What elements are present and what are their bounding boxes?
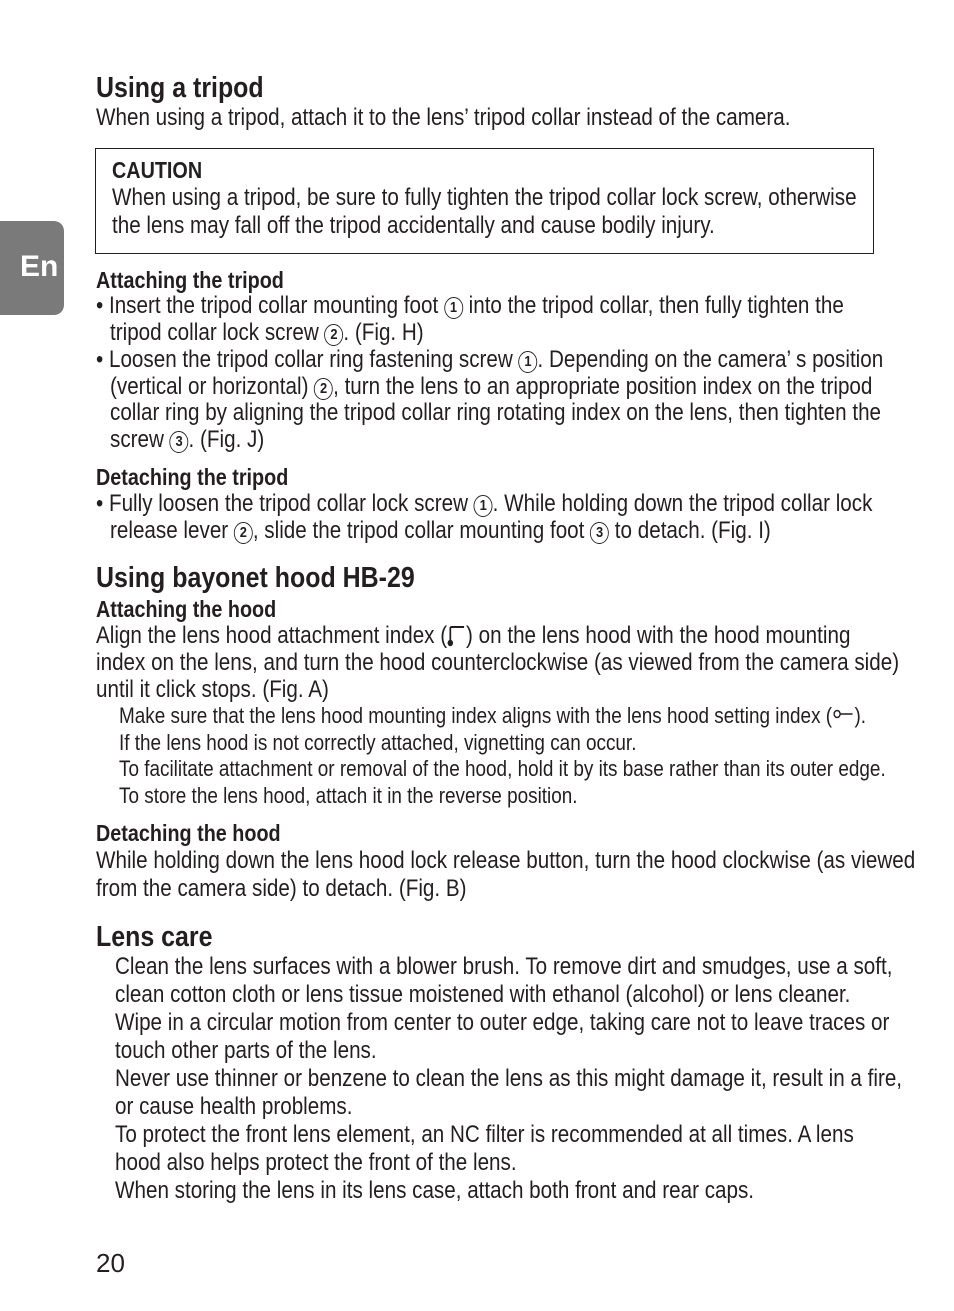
caution-line-1: When using a tripod, be sure to fully tighten the tripod collar lock screw, otherwise bbox=[112, 184, 857, 211]
lens-care-line-3: Wipe in a circular motion from center to outer edge, taking care not to leave traces or bbox=[115, 1009, 890, 1036]
lens-care-line-4: touch other parts of the lens. bbox=[115, 1037, 377, 1064]
callout-number-1: 1 bbox=[474, 495, 493, 517]
lens-care-line-9: When storing the lens in its lens case, attach both front and rear caps. bbox=[115, 1177, 755, 1204]
lens-care-line-7: To protect the front lens element, an NC filter is recommended at all times. A lens bbox=[115, 1121, 854, 1148]
detach-tripod-line-1: • Fully loosen the tripod collar lock screw 1 . While holding down the tripod collar lock bbox=[96, 490, 873, 517]
callout-number-2: 2 bbox=[325, 324, 344, 346]
hood-note-4: To store the lens hood, attach it in the reverse position. bbox=[119, 783, 578, 808]
hood-attachment-index-icon bbox=[447, 623, 466, 647]
lens-care-line-5: Never use thinner or benzene to clean the lens as this might damage it, result in a fire, bbox=[115, 1065, 903, 1092]
hood-note-2: If the lens hood is not correctly attached, vignetting can occur. bbox=[119, 730, 637, 755]
callout-number-3: 3 bbox=[170, 431, 189, 453]
attach-tripod-bullet-2-line-3: collar ring by aligning the tripod collar ring rotating index on the lens, then tighten the bbox=[110, 399, 882, 426]
subheading-attaching-tripod: Attaching the tripod bbox=[96, 267, 284, 293]
detach-hood-line-2: from the camera side) to detach. (Fig. B) bbox=[96, 875, 467, 902]
caution-line-2: the lens may fall off the tripod accidentally and cause bodily injury. bbox=[112, 212, 715, 239]
lens-care-line-8: hood also helps protect the front of the lens. bbox=[115, 1149, 517, 1176]
section-title-tripod: Using a tripod bbox=[96, 72, 264, 104]
subheading-detaching-hood: Detaching the hood bbox=[96, 820, 281, 846]
lens-care-line-6: or cause health problems. bbox=[115, 1093, 353, 1120]
detach-tripod-line-2: release lever 2 , slide the tripod collar mounting foot 3 to detach. (Fig. I) bbox=[110, 517, 771, 544]
attach-tripod-bullet-1-line-1: • Insert the tripod collar mounting foot 1 into the tripod collar, then fully tighten the bbox=[96, 292, 844, 319]
language-tab bbox=[0, 221, 64, 315]
lens-care-line-2: clean cotton cloth or lens tissue moistened with ethanol (alcohol) or lens cleaner. bbox=[115, 981, 851, 1008]
lens-care-line-1: Clean the lens surfaces with a blower brush. To remove dirt and smudges, use a soft, bbox=[115, 953, 893, 980]
caution-title: CAUTION bbox=[112, 157, 203, 183]
hood-setting-index-icon bbox=[832, 707, 854, 721]
callout-number-1: 1 bbox=[444, 297, 463, 319]
attach-tripod-bullet-1-line-2: tripod collar lock screw 2 . (Fig. H) bbox=[110, 319, 424, 346]
callout-number-1: 1 bbox=[519, 351, 538, 373]
attach-tripod-bullet-2-line-1: • Loosen the tripod collar ring fastening screw 1 . Depending on the camera’ s position bbox=[96, 346, 884, 373]
hood-note-3: To facilitate attachment or removal of the hood, hold it by its base rather than its outer edge. bbox=[119, 756, 886, 781]
language-tab-label: En bbox=[20, 250, 59, 283]
attach-tripod-bullet-2-line-4: screw 3 . (Fig. J) bbox=[110, 426, 265, 453]
hood-note-1: Make sure that the lens hood mounting index aligns with the lens hood setting index ( ). bbox=[119, 703, 867, 728]
attach-tripod-bullet-2-line-2: (vertical or horizontal) 2 , turn the lens to an appropriate position index on the tripod bbox=[110, 373, 873, 400]
section-title-lens-care: Lens care bbox=[96, 921, 213, 953]
subheading-detaching-tripod: Detaching the tripod bbox=[96, 464, 289, 490]
attach-hood-line-2: index on the lens, and turn the hood counterclockwise (as viewed from the camera side) bbox=[96, 649, 900, 676]
callout-number-2: 2 bbox=[234, 522, 253, 544]
detach-hood-line-1: While holding down the lens hood lock release button, turn the hood clockwise (as viewed bbox=[96, 847, 916, 874]
callout-number-2: 2 bbox=[314, 378, 333, 400]
callout-number-3: 3 bbox=[590, 522, 609, 544]
section-title-hood: Using bayonet hood HB-29 bbox=[96, 562, 415, 594]
subheading-attaching-hood: Attaching the hood bbox=[96, 596, 277, 622]
attach-hood-line-1: Align the lens hood attachment index ( ) on the lens hood with the hood mounting bbox=[96, 622, 851, 649]
page-number: 20 bbox=[96, 1248, 125, 1278]
tripod-intro: When using a tripod, attach it to the lens’ tripod collar instead of the camera. bbox=[96, 104, 791, 131]
attach-hood-line-3: until it click stops. (Fig. A) bbox=[96, 676, 329, 703]
